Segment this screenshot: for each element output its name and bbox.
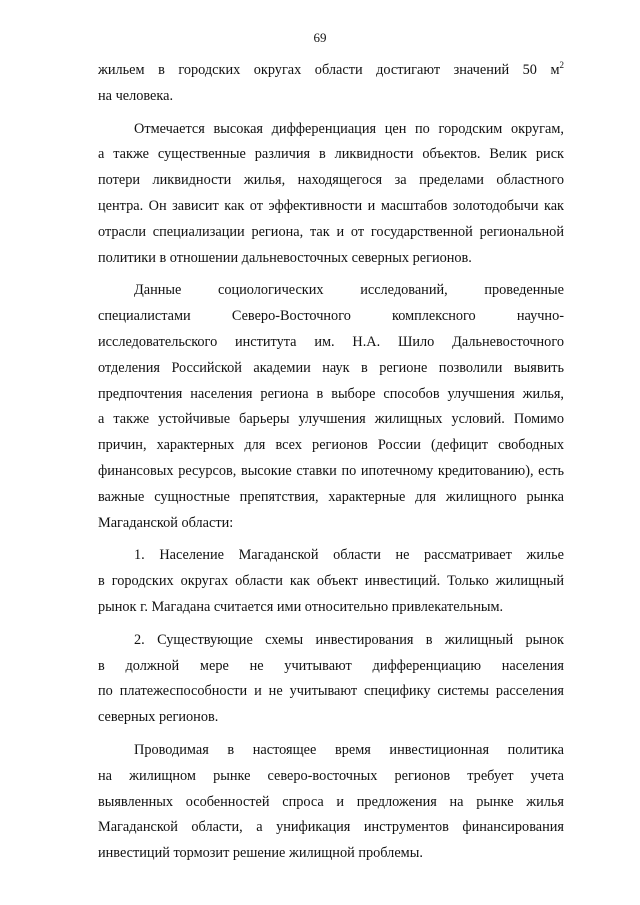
- paragraph-line: отрасли специализации региона, так и от государственной региональной: [98, 223, 564, 240]
- paragraph-6: [98, 738, 564, 867]
- paragraph-line: жильем в городских округах области достигают значений 50 $м^2$: [98, 60, 564, 78]
- paragraph-3: [98, 278, 564, 536]
- paragraph-line: а также устойчивые барьеры улучшения жилищных условий. Помимо: [98, 411, 564, 428]
- paragraph-line: 1. Население Магаданской области не рассматривает жилье: [134, 547, 564, 564]
- paragraph-line: в городских округах области как объект инвестиций. Только жилищный: [98, 573, 564, 590]
- paragraph-line: инвестиций тормозит решение жилищной проблемы.: [98, 845, 423, 862]
- paragraph-list-item-1: [98, 543, 564, 620]
- paragraph-line: Проводимая в настоящее время инвестиционная политика: [134, 741, 564, 758]
- paragraph-line: северных регионов.: [98, 709, 219, 726]
- paragraph-line: специалистами Северо-Восточного комплексного научно-: [98, 308, 564, 325]
- paragraph-line: потери ликвидности жилья, находящегося за пределами областного: [98, 172, 564, 189]
- paragraph-line: Данные социологических исследований, проведенные: [134, 282, 564, 299]
- paragraph-line: центра. Он зависит как от эффективности и масштабов золотодобычи как: [98, 197, 564, 214]
- paragraph-line: Магаданской области:: [98, 514, 234, 531]
- paragraph-line: исследовательского института им. Н.А. Шило Дальневосточного: [98, 333, 564, 350]
- paragraph-line: выявленных особенностей спроса и предложения на рынке жилья: [98, 793, 564, 810]
- paragraph-line: финансовых ресурсов, высокие ставки по ипотечному кредитованию), есть: [98, 462, 564, 479]
- paragraph-line: Магаданской области, а унификация инструментов финансирования: [98, 819, 564, 836]
- paragraph-2: [98, 117, 564, 272]
- document-body: [98, 58, 564, 867]
- paragraph-line: политики в отношении дальневосточных северных регионов.: [98, 249, 472, 266]
- paragraph-line: на человека.: [98, 87, 174, 104]
- paragraph-1: [98, 58, 564, 110]
- paragraph-list-item-2: [98, 628, 564, 731]
- paragraph-line: в должной мере не учитывают дифференциацию населения: [98, 657, 564, 674]
- paragraph-line: а также существенные различия в ликвидности объектов. Велик риск: [98, 146, 564, 163]
- page-number: 69: [313, 30, 327, 45]
- paragraph-line: на жилищном рынке северо-восточных регионов требует учета: [98, 767, 564, 784]
- paragraph-line: важные сущностные препятствия, характерные для жилищного рынка: [98, 488, 564, 505]
- paragraph-line: предпочтения населения региона в выборе способов улучшения жилья,: [98, 385, 564, 402]
- paragraph-line: по платежеспособности и не учитывают специфику системы расселения: [98, 683, 564, 700]
- paragraph-line: 2. Существующие схемы инвестирования в жилищный рынок: [134, 631, 564, 648]
- paragraph-line: отделения Российской академии наук в регионе позволили выявить: [98, 359, 564, 376]
- paragraph-line: рынок г. Магадана считается ими относительно привлекательным.: [98, 598, 504, 615]
- paragraph-line: причин, характерных для всех регионов России (дефицит свободных: [98, 437, 564, 454]
- paragraph-line: Отмечается высокая дифференциация цен по городским округам,: [134, 120, 564, 137]
- superscript: 2: [559, 60, 564, 70]
